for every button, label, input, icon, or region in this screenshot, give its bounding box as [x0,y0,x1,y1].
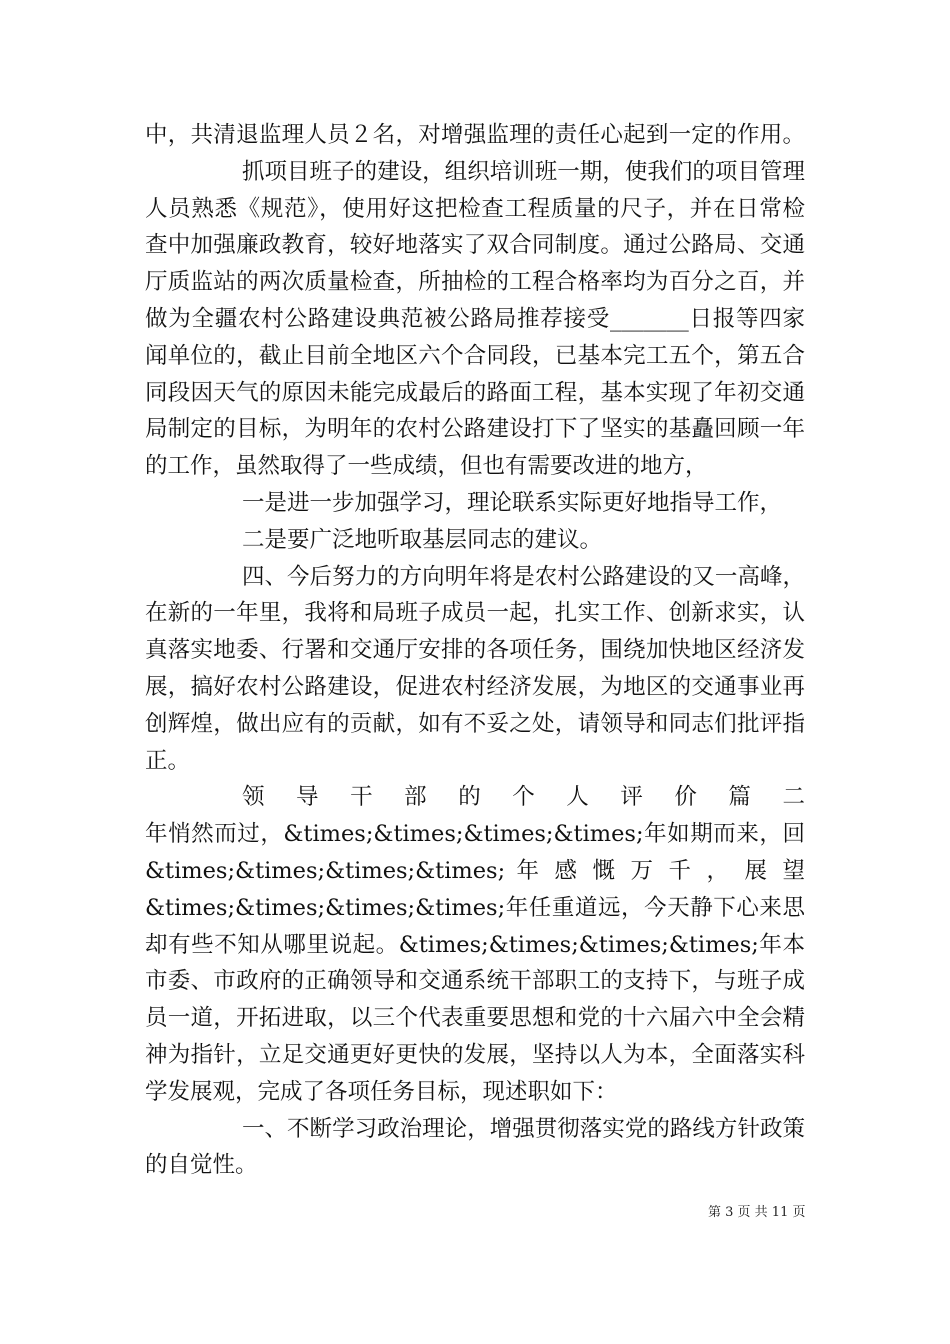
text-line: 年悄然而过，&times;&times;&times;&times;年如期而来，回 [145,821,805,848]
text-line: 员一道，开拓进取，以三个代表重要思想和党的十六届六中全会精 [145,1005,805,1032]
text-line: 闻单位的，截止目前全地区六个合同段，已基本完工五个，第五合 [145,342,805,369]
section-heading-line: 一、不断学习政治理论，增强贯彻落实党的路线方针政策 [242,1115,805,1142]
text-line: 查中加强廉政教育，较好地落实了双合同制度。通过公路局、交通 [145,232,805,259]
paragraph-first-line: 二是要广泛地听取基层同志的建议。 [242,526,603,553]
section-heading-line: 四、今后努力的方向明年将是农村公路建设的又一高峰， [242,563,805,590]
text-line: 创辉煌，做出应有的贡献，如有不妥之处，请领导和同志们批评指 [145,710,805,737]
text-line: 的自觉性。 [145,1152,258,1179]
text-line: 做为全疆农村公路建设典范被公路局推荐接受_______日报等四家 [145,305,805,332]
text-line: 真落实地委、行署和交通厅安排的各项任务，围绕加快地区经济发 [145,637,805,664]
text-line: 人员熟悉《规范》，使用好这把检查工程质量的尺子，并在日常检 [145,195,805,222]
body-text [145,117,805,1184]
text-line: 厅质监站的两次质量检查，所抽检的工程合格率均为百分之百，并 [145,269,805,296]
text-line: 的工作，虽然取得了一些成绩，但也有需要改进的地方， [145,453,708,480]
paragraph-first-line: 一是进一步加强学习，理论联系实际更好地指导工作， [242,489,783,516]
text-line: 却有些不知从哪里说起。&times;&times;&times;&times;年本 [145,931,805,958]
text-line: 市委、市政府的正确领导和交通系统干部职工的支持下，与班子成 [145,968,805,995]
text-line: &times;&times;&times;&times; 年 感 慨 万 千 ， 展 望 [145,857,805,884]
text-line: 正。 [145,747,191,774]
text-line: 局制定的目标，为明年的农村公路建设打下了坚实的基矗回顾一年 [145,416,805,443]
paragraph-first-line: 抓项目班子的建设，组织培训班一期，使我们的项目管理 [242,158,805,185]
text-line: 展，搞好农村公路建设，促进农村经济发展，为地区的交通事业再 [145,673,805,700]
text-line: 中，共清退监理人员２名，对增强监理的责任心起到一定的作用。 [145,122,805,148]
page-number-footer: 第 3 页 共 11 页 [708,1205,806,1220]
text-line: 学发展观，完成了各项任务目标，现述职如下： [145,1078,618,1105]
section-title-line: 领导干部的个人评价篇二 [242,784,805,811]
text-line: &times;&times;&times;&times;年任重道远，今天静下心来思 [145,894,805,921]
text-line: 同段因天气的原因未能完成最后的路面工程，基本实现了年初交通 [145,379,805,406]
text-line: 在新的一年里，我将和局班子成员一起，扎实工作、创新求实，认 [145,600,805,627]
text-line: 神为指针，立足交通更好更快的发展，坚持以人为本，全面落实科 [145,1041,805,1068]
